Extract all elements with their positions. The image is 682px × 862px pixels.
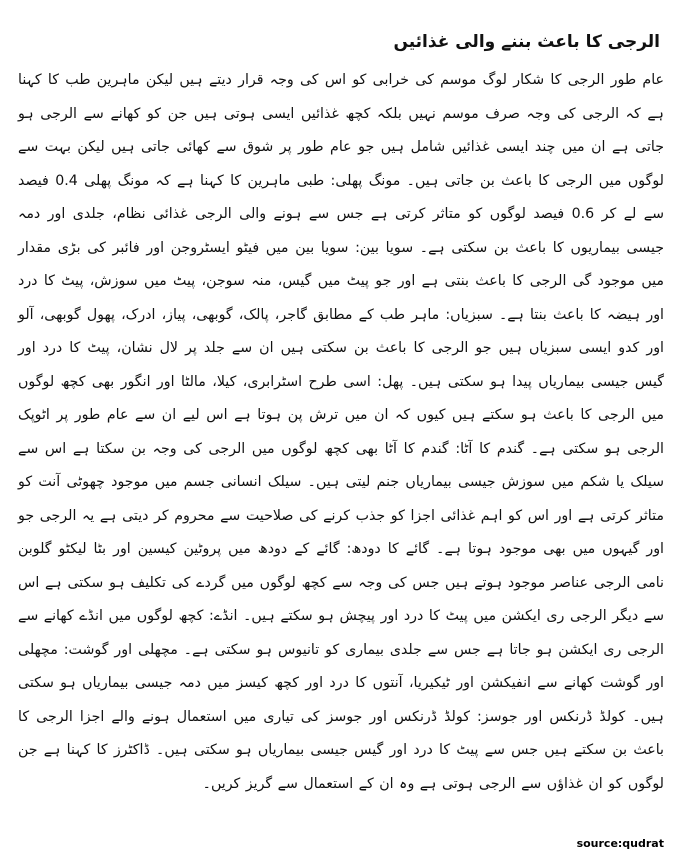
source-credit: source:qudrat <box>576 837 664 850</box>
article-body: عام طور الرجی کا شکار لوگ موسم کی خرابی کو اس کی وجہ قرار دیتے ہیں لیکن ماہرین طب کا کہنا ہے کہ الرجی کی وجہ صرف موسم نہیں بلکہ کچھ غذائیں ایسی ہوتی ہیں جن کو کھانے سے الرجی ہو جاتی ہے ان میں چند ایسی غذائیں شامل ہیں جو عام طور پر شوق سے کھائی جاتی ہیں لیکن بہت سے لوگوں میں الرجی کا باعث بن جاتی ہیں۔ مونگ پھلی: طبی ماہرین کا کہنا ہے کہ مونگ پھلی 0.4 فیصد سے لے کر 0.6 فیصد لوگوں کو متاثر کرتی ہے جس سے ہونے والی الرجی غذائی نظام، جلدی اور دمہ جیسی بیماریوں کا باعث بن سکتی ہے۔ سویا بین: سویا بین میں فیٹو ایسٹروجن اور فائبر کی بڑی مقدار میں موجود گی الرجی کا باعث بنتی ہے اور جو پیٹ میں گیس، منہ سوجن، پیٹ میں سوزش، پیٹ کا درد اور ہیضہ کا باعث بنتا ہے۔ سبزیاں: ماہر طب کے مطابق گاجر، پالک، گوبھی، پیاز، ادرک، پھول گوبھی، آلو اور کدو ایسی سبزیاں ہیں جو الرجی کا باعث بن سکتی ہیں ان سے جلد پر لال نشان، پیٹ کا درد اور گیس جیسی بیماریاں پیدا ہو سکتی ہیں۔ پھل: اسی طرح اسٹرابری، کیلا، مالٹا اور انگور بھی کچھ لوگوں میں الرجی کا باعث ہو سکتے ہیں کیوں کہ ان میں ترش پن ہوتا ہے اس لیے ان سے عام طور پر اٹوپک الرجی ہو سکتی ہے۔ گندم کا آٹا: گندم کا آٹا بھی کچھ لوگوں میں الرجی کی وجہ بن سکتا ہے اس سے سیلک یا شکم میں سوزش جیسی بیماریاں جنم لیتی ہیں۔ سیلک انسانی جسم میں موجود چھوٹی آنت کو متاثر کرتی ہے اور اس کو اہم غذائی اجزا کو جذب کرنے کی صلاحیت سے محروم کر دیتی ہے یہ الرجی جو اور گیہوں میں بھی موجود ہوتا ہے۔ گائے کا دودھ: گائے کے دودھ میں پروٹین کیسین اور بٹا لیکٹو گلوبن نامی الرجی عناصر موجود ہوتے ہیں جس کی وجہ سے کچھ لوگوں میں گردے کی تکلیف ہو سکتی ہے اس سے دیگر الرجی ری ایکشن میں پیٹ کا درد اور پیچش ہو سکتے ہیں۔ انڈے: کچھ لوگوں میں انڈے کھانے سے الرجی ری ایکشن ہو جاتا ہے جس سے جلدی بیماری کو تانیوس ہو سکتی ہے۔ مچھلی اور گوشت: مچھلی اور گوشت کھانے سے انفیکشن اور ٹیکیریا، آنتوں کا درد اور کچھ کیسز میں دمہ جیسی بیماریاں ہو سکتی ہیں۔ کولڈ ڈرنکس اور جوسز: کولڈ ڈرنکس اور جوسز کی تیاری میں استعمال ہونے والے اجزا الرجی کا باعث بن سکتے ہیں جس سے پیٹ کا درد اور گیس جیسی بیماریاں ہو سکتی ہیں۔ ڈاکٹرز کا کہنا ہے جن لوگوں کو ان غذاؤں سے الرجی ہوتی ہے وہ ان کے استعمال سے گریز کریں۔ <box>18 72 665 792</box>
article <box>18 30 664 801</box>
article-title: الرجی کا باعث بننے والی غذائیں <box>393 32 660 52</box>
